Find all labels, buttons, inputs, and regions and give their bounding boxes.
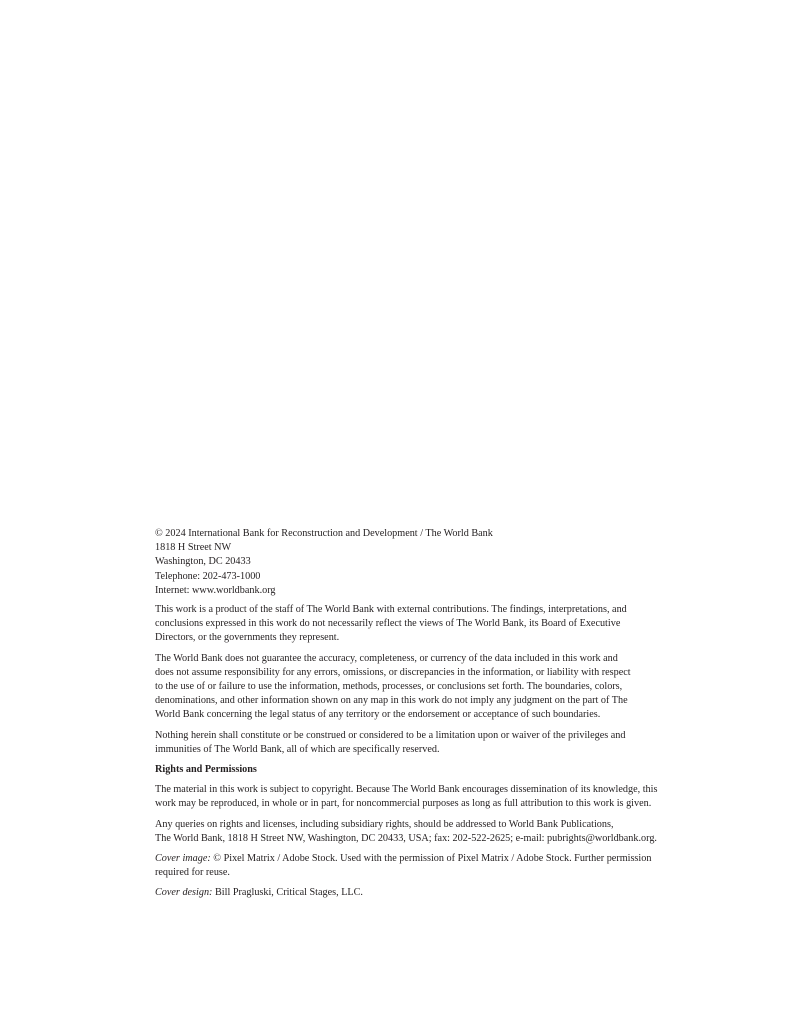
paragraph-line: [155, 886, 720, 900]
cover-image-text: © Pixel Matrix / Adobe Stock. Used with the permission of Pixel Matrix / Adobe Stock. Further permission: [210, 853, 652, 865]
telephone: Telephone: 202-473-1000: [155, 570, 261, 582]
internet-address: Internet: www.worldbank.org: [155, 584, 276, 596]
publisher-address: [155, 527, 720, 598]
street-address: 1818 H Street NW: [155, 542, 232, 554]
cover-image-credit: [155, 852, 720, 880]
paragraph-line: immunities of The World Bank, all of which are specifically reserved.: [155, 743, 440, 755]
paragraph-line: does not assume responsibility for any errors, omissions, or discrepancies in the information, or liability with respect: [155, 666, 631, 678]
paragraph-line: Any queries on rights and licenses, including subsidiary rights, should be addressed to World Bank Publications,: [155, 818, 614, 830]
paragraph-line: [155, 852, 720, 866]
paragraph-line: denominations, and other information shown on any map in this work do not imply any judgment on the part of The: [155, 695, 628, 707]
cover-design-text: Bill Pragluski, Critical Stages, LLC.: [212, 887, 363, 899]
cover-image-label: Cover image:: [155, 853, 211, 865]
staff-disclaimer-paragraph: [155, 603, 720, 646]
rights-copyright-paragraph: [155, 783, 720, 811]
rights-queries-paragraph: [155, 818, 720, 846]
paragraph-line: conclusions expressed in this work do not necessarily reflect the views of The World Bank, its Board of Executive: [155, 618, 621, 630]
paragraph-line: required for reuse.: [155, 867, 230, 879]
paragraph-line: The World Bank, 1818 H Street NW, Washington, DC 20433, USA; fax: 202-522-2625; e-mail: pubrights@worldbank.org.: [155, 832, 657, 844]
paragraph-line: World Bank concerning the legal status of any territory or the endorsement or acceptance of such boundaries.: [155, 709, 601, 721]
paragraph-line: The material in this work is subject to copyright. Because The World Bank encourages dissemination of its knowledge, this: [155, 784, 658, 796]
copyright-block: [155, 527, 720, 901]
paragraph-line: This work is a product of the staff of The World Bank with external contributions. The findings, interpretations, and: [155, 604, 627, 616]
accuracy-disclaimer-paragraph: [155, 652, 720, 723]
cover-design-label: Cover design:: [155, 887, 213, 899]
paragraph-line: work may be reproduced, in whole or in part, for noncommercial purposes as long as full attribution to this work is given.: [155, 798, 652, 810]
paragraph-line: to the use of or failure to use the information, methods, processes, or conclusions set forth. The boundaries, colors,: [155, 681, 623, 693]
paragraph-line: The World Bank does not guarantee the accuracy, completeness, or currency of the data included in this work and: [155, 652, 618, 664]
cover-design-credit: [155, 886, 720, 900]
paragraph-line: Nothing herein shall constitute or be construed or considered to be a limitation upon or waiver of the privileges and: [155, 729, 626, 741]
rights-heading: Rights and Permissions: [155, 764, 257, 776]
immunities-paragraph: [155, 729, 720, 757]
paragraph-line: Directors, or the governments they represent.: [155, 632, 340, 644]
copyright-line: © 2024 International Bank for Reconstruction and Development / The World Bank: [155, 528, 493, 539]
city-address: Washington, DC 20433: [155, 556, 251, 568]
